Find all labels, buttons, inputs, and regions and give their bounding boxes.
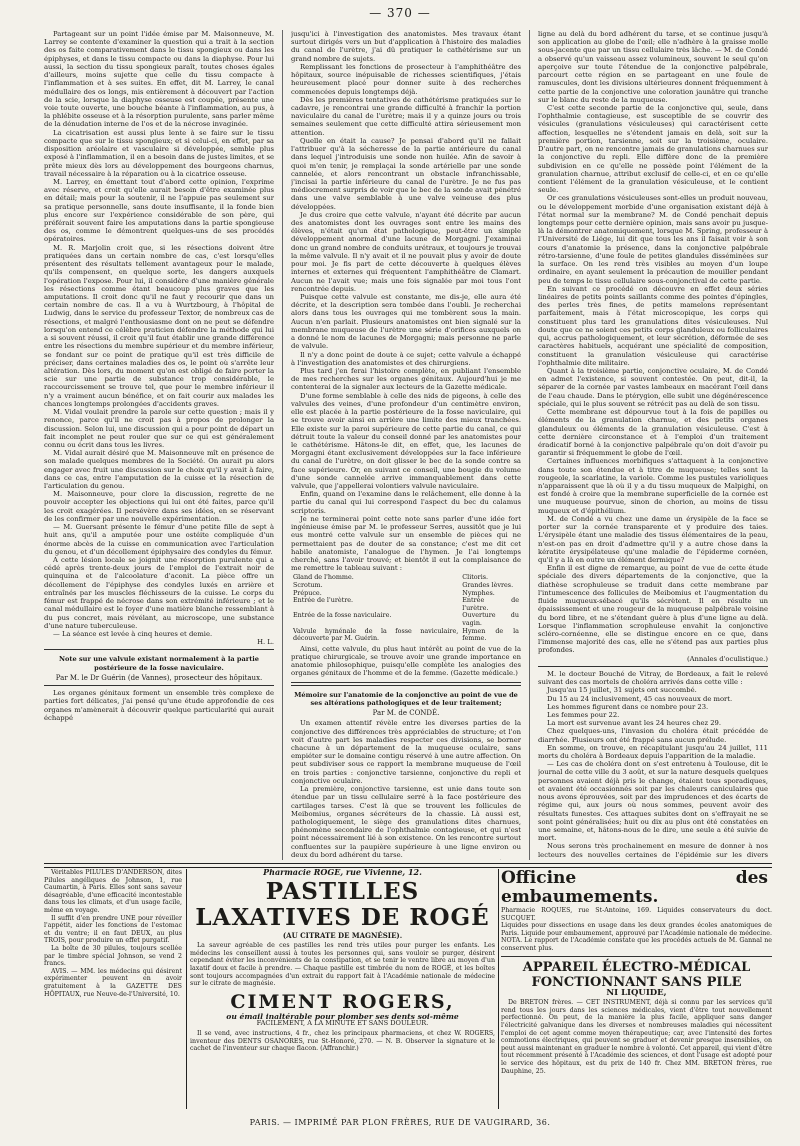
article-title: Note sur une valvule existant normalement à la partie postérieure de la fosse naviculaire. bbox=[58, 655, 259, 672]
table-row bbox=[291, 612, 521, 627]
table-cell: Nymphes. bbox=[462, 588, 495, 597]
paragraph: Certaines influences morbifiques s'attaquent à la conjonctive dans toute son étendue et à titre de muqueuse; telles sont la rougeole, la scarlatine, la variole. Comme les pustules varioliques n'apparaissent que là où il y a du tissu muqueux de Malpighi, on est fondé à croire que la membrane superficielle de la cornée est une muqueuse pourvue, sinon de chorion, au moins de tissu muqueux et d'épithélium. bbox=[538, 457, 768, 515]
divider bbox=[44, 685, 274, 686]
paragraph: M. R. Marjolin croit que, si les résections doivent être pratiquées dans un certain nombre de cas, c'est lorsqu'elles présentent des résultats tellement avantageux pour le malade, qu'ils compensent, en quelque sorte, les dangers auxquels l'opération l'expose. Pour lui, il considère d'une manière générale les résections comme étant beaucoup plus graves que les amputations. Il croit donc qu'il ne faut y recourir que dans un certain nombre de cas. Il a vu à Wurtzbourg, à l'hôpital de Ludwig, dans le service du professeur Textor, de nombreux cas de résections, et malgré l'enthousiasme dont on ne peut se défendre lorsqu'on entend ce célèbre praticien défendre la méthode qui lui a si souvent réussi, il croit qu'il faut établir une grande différence entre les résections du membre supérieur et du membre inférieur, se fondant sur ce point de pratique qu'il est très difficile de préciser, dans certaines maladies des os, le point où s'arrête leur altération. Dès lors, du moment qu'on est obligé de faire porter la scie sur une partie de substance trop considérable, le raccourcissement se trouve tel, que pour le membre inférieur il n'y a vraiment aucun bénéfice, et on fait courir aux malades les chances longtemps prolongées d'accidents graves. bbox=[44, 243, 274, 408]
paragraph: Quelle en était la cause? Je pensai d'abord qu'il ne fallait l'attribuer qu'à la sécheresse de la partie antérieure du canal dans lequel j'introduisis une sonde non huilée. Afin de savoir à quoi m'en tenir, je remplaçai la sonde artérielle par une sonde cannelée, et alors rencontrant un obstacle infranchissable, j'incisai la partie inférieure du canal de l'urètre. Je ne fus pas médiocrement surpris de voir que le bec de la sonde avait pénétré dans une valve semblable à une valve veineuse des plus développées. bbox=[291, 136, 521, 211]
analogy-table bbox=[291, 574, 521, 642]
paragraph: Véritables PILULES D'ANDERSON, dites Pilules angéliques de Johnson, 1, rue Caumartin, à Paris. Elles sont sans saveur désagréable, d'une efficacité incontestable dans tous les climats, et d'un usage facile, même en voyage. bbox=[44, 869, 182, 914]
article-byline: Par M. le Dr Guérin (de Vannes), prosecteur des hôpitaux. bbox=[55, 673, 263, 682]
paragraph: Dès les premières tentatives de cathétérisme pratiquées sur le cadavre, je rencontrai une grande difficulté à franchir la portion naviculaire du canal de l'urètre; mais il y a quinze jours ou trois semaines seulement que cette difficulté attira sérieusement mon attention. bbox=[291, 95, 521, 137]
advertisement-separator bbox=[44, 863, 772, 868]
table-cell: Entrée de l'urètre. bbox=[293, 596, 354, 605]
ad-anderson-pills bbox=[44, 869, 182, 1109]
paragraph: Jusqu'au 15 juillet, 31 sujets ont succombé. bbox=[547, 686, 697, 695]
paragraph: Enfin il est digne de remarque, au point de vue de cette étude spéciale des divers départements de la conjonctive, que la diathèse scrophuleuse se traduit dans cette membrane par l'intumescence des follicules de Meibomius et l'augmentation du fluide muqueux-sébacé qu'ils sécrètent. Il en résulte un épaississement et une rougeur de la muqueuse palpébrale voisine du bord libre, et ne s'étendant guère à plus d'une ligne au delà. Lorsque l'inflammation scrophuleuse envahit la conjonctive scléro-cornéenne, elle se distingue encore en ce que, dans l'immense majorité des cas, elle ne s'étend pas aux parties plus profondes. bbox=[538, 564, 768, 655]
paragraph: C'est cette seconde partie de la conjonctive qui, seule, dans l'ophthalmie contagieuse, est susceptible de se couvrir des vésicules (granulations vésiculeuses) qui caractérisent cette affection, lesquelles ne s'étendent jamais en delà, soit sur la première portion, tarsienne, soit sur la troisième, oculaire. D'autre part, on ne rencontre jamais de granulations charnues sur la conjonctive du repli. Elle diffère donc de la première subdivision en ce qu'elle ne possède point l'élément de la granulation charnue, attribut exclusif de celle-ci, et en ce qu'elle contient l'élément de la granulation vésiculeuse, et le contient seule. bbox=[538, 103, 768, 195]
paragraph: M. le docteur Bouché de Vitray, de Bordeaux, a fait le relevé suivant des cas mortels de choléra arrivés dans cette ville : bbox=[538, 669, 768, 687]
table-row bbox=[291, 597, 521, 612]
paragraph: — La séance est levée à cinq heures et demie. bbox=[53, 629, 213, 638]
paragraph: Un examen attentif révèle entre les diverses parties de la conjonctive des différences très appréciables de structure; et l'on voit d'autre part les maladies respecter ces divisions, se borner chacune à un département de la muqueuse oculaire, sans empiéter sur le domaine contigu réservé à une autre affection. On peut subdiviser sous ce rapport la membrane muqueuse de l'œil en trois parties : conjonctive tarsienne, conjonctive du repli et conjonctive oculaire. bbox=[291, 719, 521, 785]
paragraph: Plus tard j'en ferai l'histoire complète, en publiant l'ensemble de mes recherches sur les organes génitaux. Aujourd'hui je me contenterai de la signaler aux lecteurs de la Gazette médicale. bbox=[291, 366, 521, 392]
paragraph: Or ces granulations vésiculeuses sont-elles un produit nouveau, ou le développement morbide d'une organisation existant déjà à l'état normal sur la membrane? M. de Condé penchait depuis longtemps pour cette dernière opinion, mais sans avoir pu jusque-là la démontrer anatomiquement, lorsque M. Spring, professeur à l'Université de Liége, lui dit que tous les ans il faisait voir à son cours d'anatomie la présence, dans la conjonctive palpébrale rétro-tarsienne, d'une foule de petites glandules disséminées sur la surface. On les rend très visibles au moyen d'un loupe ordinaire, en ayant seulement la précaution de mouiller pendant peu de temps le tissu cellulaire sous-conjonctival de cette partie. bbox=[538, 194, 768, 285]
ad-embaumements bbox=[501, 869, 772, 1109]
paragraph bbox=[291, 859, 521, 860]
article-title: Mémoire sur l'anatomie de la conjonctive au point de vue de ses altérations pathologiques et de leur traitement; bbox=[294, 690, 518, 707]
paragraph: A cette lésion locale se joignit une résorption purulente qui a cédé après trente-deux jours de l'emploi de l'extrait noir de quinquina et de l'alcoolature d'aconit. La pièce offre un décollement de l'épiphyse des condyles luxés en arrière et entraînés par les muscles fléchisseurs de la cuisse. Le corps du fémur est frappé de nécrose dans son extrémité inférieure ; et le canal médullaire est le foyer d'une matière blanche ressemblant à du pus concret, mais révélant, au microscope, une substance d'une nature tuberculeuse. bbox=[44, 556, 274, 630]
ad-subtitle: FACILEMENT, A LA MINUTE ET SANS DOULEUR. bbox=[256, 1019, 429, 1028]
signature: H. L. bbox=[257, 638, 274, 647]
divider bbox=[501, 956, 772, 957]
paragraph: Les femmes pour 22. bbox=[547, 710, 620, 719]
paragraph: M. Vidal voulait prendre la parole sur cette question ; mais il y renonce, parce qu'il ne croit pas à propos de prolonger la discussion. Selon lui, une discussion qui a pour point de départ un fait incomplet ne peut rouler que sur ce qui est généralement connu ou écrit dans tous les livres. bbox=[44, 408, 274, 449]
paragraph: Il se vend, avec instructions, 4 fr., chez les principaux pharmaciens, et chez W. ROGERS, inventeur des DENTS OSANORES, rue St-Honoré, 270. — N. B. Observer la signature et le cachet de l'inventeur sur chaque flacon. (Affranchir.) bbox=[190, 1029, 495, 1053]
paragraph: La mort est survenue avant les 24 heures chez 29. bbox=[547, 719, 722, 728]
ad-subtitle: Pharmacie ROQUES, rue St-Antoine, 169. Liquides conservateurs du doct. SUCQUET. bbox=[501, 907, 772, 922]
paragraph: ligne au delà du bord adhérent du tarse, et se continue jusqu'à son application au globe de l'œil; elle n'adhère à la graisse molle sous-jacente que par un tissu cellulaire très lâche. — M. de Condé a observé qu'un vaisseau assez volumineux, souvent le seul qu'on aperçoive sur toute l'étendue de la conjonctive palpébrale, parcourt cette région en se partageant en une foule de ramuscules, dont les divisions ultérieures donnent fréquemment à cette partie de la conjonctive une coloration jaunâtre qui tranche sur le blanc du reste de la muqueuse. bbox=[538, 30, 768, 104]
paragraph: Partageant sur un point l'idée émise par M. Maisonneuve, M. Larrey se contente d'examiner la question qui a trait à la section des os faite comparativement dans le tissu spongieux ou dans les épiphyses, et dans le tissu compacte ou dans la diaphyse. Pour lui aussi, la section du tissu spongieux paraît, toutes choses égales d'ailleurs, moins sujette que celle du tissu compacte à l'inflammation et à ses suites. En effet, dit M. Larrey, le canal médullaire des os longs, mis entièrement à découvert par l'action de la scie, lorsque la diaphyse osseuse est coupée, présente une voie toute ouverte, une bouche béante à l'inflammation, au pus, à la phlébite osseuse et à la résorption purulente, sans parler même de la dénudation interne de l'os et de la nécrose invaginée. bbox=[44, 30, 274, 129]
table-cell: Entrée de l'urètre. bbox=[462, 596, 519, 612]
column-divider bbox=[186, 869, 187, 1109]
ad-title: PASTILLES LAXATIVES DE ROGÉ bbox=[195, 877, 490, 931]
paragraph: M. Vidal aurait désiré que M. Maisonneuve mît en présence de son malade quelques membres de la Société. On aurait pu alors engager avec fruit une discussion sur le choix qu'il y avait à faire, dans ce cas, entre l'amputation de la cuisse et la résection de l'articulation du genou. bbox=[44, 449, 274, 491]
paragraph: Il suffit d'en prendre UNE pour réveiller l'appétit, aider les fonctions de l'estomac et du ventre; il en faut DEUX, au plus TROIS, pour produire un effet purgatif. bbox=[44, 914, 182, 945]
ad-title: CIMENT ROGERS, bbox=[230, 990, 455, 1013]
source-citation: (Annales d'oculistique.) bbox=[686, 654, 768, 663]
printer-footer: PARIS. — IMPRIMÉ PAR PLON FRÈRES, RUE DE VAUGIRARD, 36. bbox=[249, 1118, 551, 1127]
paragraph: Je ne terminerai point cette note sans parler d'une idée fort ingénieuse émise par M. le professeur Serres, aussitôt que je lui eus montré cette valvule sur un ensemble de pièces qui ne permettaient pas de douter de sa constance; c'est me dit cet habile anatomiste, l'analogue de l'hymen. Je l'ai longtemps cherché, sans l'avoir trouvé; et bientôt il eut la complaisance de me remettre le tableau suivant : bbox=[291, 514, 521, 573]
table-cell: Scrotum. bbox=[293, 581, 323, 590]
paragraph: M. Maisonneuve, pour clore la discussion, regrette de ne pouvoir accepter les objections qui lui ont été faites, parce qu'il les croit exagérées. Il persévère dans ses idées, en se réservant de les confirmer par une nouvelle expérimentation. bbox=[44, 490, 274, 523]
article-columns bbox=[44, 30, 772, 860]
paragraph: En suivant ce procédé on découvre en effet deux séries linéaires de petits points saillants comme des pointes d'épingles, des perles très fines, de petits mamelons représentant parfaitement, mais à l'état microscopique, les corps qui constituent plus tard les granulations dites vésiculeuses. Nul doute que ce ne soient ces petits corps glanduleux ou folliculaires qui, accrus pathologiquement, et leur sécrétion, déformée de ses caractères habituels, acquérant une spécialité de composition, constituent la granulation vésiculeuse qui caractérise l'ophthalmie dite militaire. bbox=[538, 284, 768, 367]
paragraph: La première, conjonctive tarsienne, est unie dans toute son étendue par un tissu cellulaire serré à la face postérieure des cartilages tarses. C'est là que se trouvent les follicules de Meibomius, organes sécréteurs de la chassie. Là aussi est, pathologiquement, le siège des granulations dites charnues, phénomène secondaire de l'ophthalmie contagieuse, et qui n'est point nécessairement lié à son existence. On les rencontre surtout confluentes sur la paupière supérieure à une ligne environ ou deux du bord adhérent du tarse. bbox=[291, 785, 521, 859]
table-cell: Entrée de la fosse naviculaire. bbox=[293, 611, 392, 620]
ad-subtitle: ou émail inaltérable pour plomber ses dents soi-même bbox=[226, 1011, 459, 1021]
table-cell: Grandes lèvres. bbox=[462, 581, 514, 590]
table-cell: Ouverture du vagin. bbox=[462, 611, 519, 627]
paragraph: D'une forme semblable à celle des nids de pigeons, à celle des valvules des veines, d'une profondeur d'un centimètre environ, elle est placée à la partie postérieure de la fosse naviculaire, qui se trouve avoir ainsi en arrière une limite des mieux tranchées. Elle existe sur la paroi supérieure de cette partie du canal, ce qui détruit toute la valeur du conseil donné par les anatomistes pour le cathétérisme. Hâtons-le dit, en effet, que, les lacunes de Morgagni étant exclusivement développées sur la face inférieure du canal de l'urètre, on doit glisser le bec de la sonde contre sa face supérieure. Or, en suivant ce conseil, une bougie du volume d'une sonde cannelée arrive immanquablement dans cette valvule, que j'appellerai volontiers valvule naviculaire. bbox=[291, 391, 521, 491]
paragraph: La saveur agréable de ces pastilles les rend très utiles pour purger les enfants. Les médecins les conseillent aussi à toutes les personnes qui, sans vouloir se purger, désirent cependant éviter les inconvénients de la constipation, et se tenir le ventre libre au moyen d'un laxatif doux et facile à prendre. — Chaque pastille est timbrée du nom de ROGÉ, et les boîtes sont toujours accompagnées d'un extrait du rapport fait à l'Académie nationale de médecine sur le citrate de magnésie. bbox=[190, 942, 495, 988]
column-1 bbox=[44, 30, 274, 860]
paragraph: Liquides pour dissections en usage dans les deux grandes écoles anatomiques de Paris. Liquide pour embaumement, approuvé par l'Académie nationale de médecine. NOTA. Le rapport de l'Académie constate que les procédés actuels de M. Gannal ne conservent plus. bbox=[501, 922, 772, 952]
table-cell: Clitoris. bbox=[462, 573, 489, 582]
paragraph: jusqu'ici à l'investigation des anatomistes. Mes travaux étant surtout dirigés vers un but d'application à l'histoire des maladies du canal de l'urètre, j'ai dû pratiquer le cathétérisme sur un grand nombre de sujets. bbox=[291, 30, 521, 63]
column-3 bbox=[538, 30, 768, 860]
page-number: — 370 — bbox=[369, 6, 431, 20]
table-cell: Gland de l'homme. bbox=[293, 573, 354, 582]
ad-heading: Pharmacie ROGÉ, rue Vivienne, 12. bbox=[263, 869, 422, 877]
ad-title: APPAREIL ÉLECTRO-MÉDICAL FONCTIONNANT SANS PILE bbox=[522, 959, 751, 990]
paragraph: M. Larrey, en émettant tout d'abord cette opinion, l'exprime avec réserve, et croit qu'elle aurait besoin d'être examinée plus en détail; mais pour la soutenir, il ne l'appuie pas seulement sur sa pratique personnelle, sans doute insuffisante, il la fonde bien plus encore sur l'expérience considérable de son père, qui préférait souvent faire les amputations dans la partie spongieuse des os, comme le démontrent quelques-uns de ses procédés opératoires. bbox=[44, 177, 274, 244]
paragraph: Du 15 au 24 inclusivement, 45 cas nouveaux de mort. bbox=[547, 694, 733, 703]
paragraph: La cicatrisation est aussi plus lente à se faire sur le tissu compacte que sur le tissu spongieux; et si celui-ci, en effet, par sa disposition aréolaire et vasculaire si développée, semble plus exposé à l'inflammation, il en a besoin dans de justes limites, et se prête mieux dès lors au développement des bourgeons charnus, travail nécessaire à la réparation ou à la cicatrice osseuse. bbox=[44, 128, 274, 178]
column-divider bbox=[529, 30, 530, 860]
table-cell: Hymen de la femme. bbox=[462, 626, 519, 643]
paragraph: De BRETON frères. — CET INSTRUMENT, déjà si connu par les services qu'il rend tous les jours dans les sciences médicales, vient d'être tout nouvellement perfectionné. On peut, de la manière la plus facile, appliquer sans danger l'électricité galvanique dans les diverses et nombreuses maladies qui nécessitent l'emploi de cet agent comme moyen thérapeutique; car, avec l'intensité des fortes commotions électriques, qui peuvent se graduer et devenir presque insensibles, on peut aussi maintenant en graduer le nombre à volonté. Cet appareil, qui vient d'être tout récemment présenté à l'Académie des sciences, et dont l'usage est adopté pour le service des hôpitaux, est du prix de 140 fr. Chez MM. BRETON frères, rue Dauphine, 25. bbox=[501, 999, 772, 1075]
paragraph: Chez quelques-uns, l'invasion du choléra était précédée de diarrhée. Plusieurs ont été frappé sans aucun prélude. bbox=[538, 727, 768, 744]
table-cell: Valvule hyménale de la fosse naviculaire, découverte par M. Guérin. bbox=[293, 626, 459, 643]
paragraph: Ainsi, cette valvule, du plus haut intérêt au point de vue de la pratique chirurgicale, se trouve avoir une grande importance en anatomie philosophique, puisqu'elle complète les analogies des organes génitaux de l'homme et de la femme. (Gazette médicale.) bbox=[291, 644, 521, 678]
paragraph: Quant à la troisième partie, conjonctive oculaire, M. de Condé en admet l'existence, si souvent contestée. On peut, dit-il, la séparer de la cornée par vastes lambeaux en macérant l'œil dans de l'eau chaude. Dans le ptérygion, elle subit une dégénérescence spéciale, qui le plus souvent se rétrécit pas au delà de son tissu. bbox=[538, 366, 768, 408]
paragraph: Cette membrane est dépourvue tout à la fois de papilles ou éléments de la granulation charnue, et des petits organes glanduleux ou éléments de la granulation vésiculeuse. C'est à cette dernière circonstance et à l'emploi d'un traitement éradicatif borné à la conjonctive palpébrale qu'on doit d'avoir pu garantir si fréquemment le globe de l'œil. bbox=[538, 408, 768, 458]
ad-roge-pastilles bbox=[190, 869, 495, 1109]
paragraph: Enfin, quand on l'examine dans le relâchement, elle donne à la partie du canal qui lui correspond l'aspect du bec du calamus scriptoris. bbox=[291, 490, 521, 515]
paragraph: Je dus croire que cette valvule, n'ayant été décrite par aucun des anatomistes dont les ouvrages sont entre les mains des élèves, n'était qu'un état pathologique, peut-être un simple développement anormal d'une lacune de Morgagni. J'examinai donc un grand nombre de conduits urétraux, et toujours je trouvai la même valvule. Il n'y avait et il ne pouvait plus y avoir de doute pour moi. Je fis part de cette découverte à quelques élèves internes et externes qui fréquentent l'amphithéâtre de Clamart. Aucun ne l'avait vue; mais une fois signalée par moi tous l'ont rencontrée depuis. bbox=[291, 210, 521, 293]
paragraph: M. de Condé a vu chez une dame un érysipèle de la face se porter sur la cornée transparente et y produire des taies. L'érysipèle étant une maladie des tissus élémentaires de la peau, n'est-on pas en droit d'admettre qu'il y a autre chose dans la kératite érysipélateuse qu'une maladie de l'épiderme cornéen, qu'il y a là en outre un élément dermique? bbox=[538, 514, 768, 564]
ad-subtitle: NI LIQUIDE, bbox=[606, 987, 667, 998]
paragraph: — Les cas de choléra dont on s'est entretenu à Toulouse, dit le journal de cette ville du 3 août, et sur la nature desquels quelques personnes avaient déjà pris le change, étaient tous sporadiques, et avaient été occasionnés soit par les chaleurs caniculaires que nous avons éprouvées, soit par des imprudences et des écarts de régime qui, aux jours où nous sommes, peuvent avoir des résultats funestes. Ces attaques subites dont on s'effrayait ne se sont point généralisées; huit ou dix au plus ont été constatées en une semaine, et, hâtons-nous de le dire, une seule a été suivie de mort. bbox=[538, 760, 768, 843]
divider bbox=[538, 666, 768, 667]
paragraph: AVIS. — MM. les médecins qui désirent expérimenter peuvent en avoir gratuitement à la GAZETTE DES HÔPITAUX, rue Neuve-de-l'Université, 10. bbox=[44, 967, 182, 998]
paragraph: Il n'y a donc point de doute à ce sujet; cette valvule a échappé à l'investigation des anatomistes et des chirurgiens. bbox=[291, 350, 521, 367]
paragraph: Les organes génitaux forment un ensemble très complexe de parties fort délicates, j'ai pensé qu'une étude approfondie de ces organes m'amènerait à découvrir quelque particularité qui aurait échappé bbox=[44, 689, 274, 722]
column-2 bbox=[291, 30, 521, 860]
paragraph: La boîte de 30 pilules, toujours scellée par le timbre spécial Johnson, se vend 2 francs. bbox=[44, 944, 182, 968]
column-divider bbox=[282, 30, 283, 860]
divider bbox=[44, 649, 274, 650]
paragraph: — M. Guersant présente le fémur d'une petite fille de sept à huit ans, qu'il a amputée pour une ostéite compliquée d'un énorme abcès de la cuisse en communication avec l'articulation du genou, et d'un décollement épiphysaire des condyles du fémur. bbox=[44, 523, 274, 556]
divider bbox=[291, 682, 521, 686]
article-byline: Par M. de CONDÉ. bbox=[372, 709, 440, 718]
column-divider bbox=[498, 869, 499, 1109]
ad-subtitle: (AU CITRATE DE MAGNÉSIE). bbox=[282, 930, 403, 940]
paragraph: En somme, on trouve, en récapitulant jusqu'au 24 juillet, 111 morts du choléra à Bordeaux depuis l'apparition de la maladie. bbox=[538, 743, 768, 761]
ad-title: Officine des embaumements. bbox=[501, 869, 768, 907]
paragraph: Puisque cette valvule est constante, me dis-je, elle aura été décrite, et la description sera tombée dans l'oubli. Je recherchai alors dans tous les ouvrages qui me tombèrent sous la main. Aucun n'en parlait. Plusieurs anatomistes ont bien signalé sur la membrane muqueuse de l'urètre une série d'orifices auxquels on a donné le nom de lacunes de Morgagni; mais personne ne parle de valvule. bbox=[291, 293, 521, 351]
paragraph: Remplissant les fonctions de prosecteur à l'amphithéâtre des hôpitaux, source inépuisable de richesses scientifiques, j'étais heureusement placé pour donner suite à des recherches commencées depuis longtemps déjà. bbox=[291, 62, 521, 96]
paragraph: Les hommes figurent dans ce nombre pour 23. bbox=[547, 702, 709, 711]
table-cell: Prépuce. bbox=[293, 588, 322, 597]
paragraph: Nous serons très prochainement en mesure de donner à nos lecteurs des nouvelles certaines de l'épidémie sur les divers bbox=[538, 842, 768, 859]
ad-header bbox=[501, 869, 772, 922]
table-row bbox=[291, 628, 521, 643]
